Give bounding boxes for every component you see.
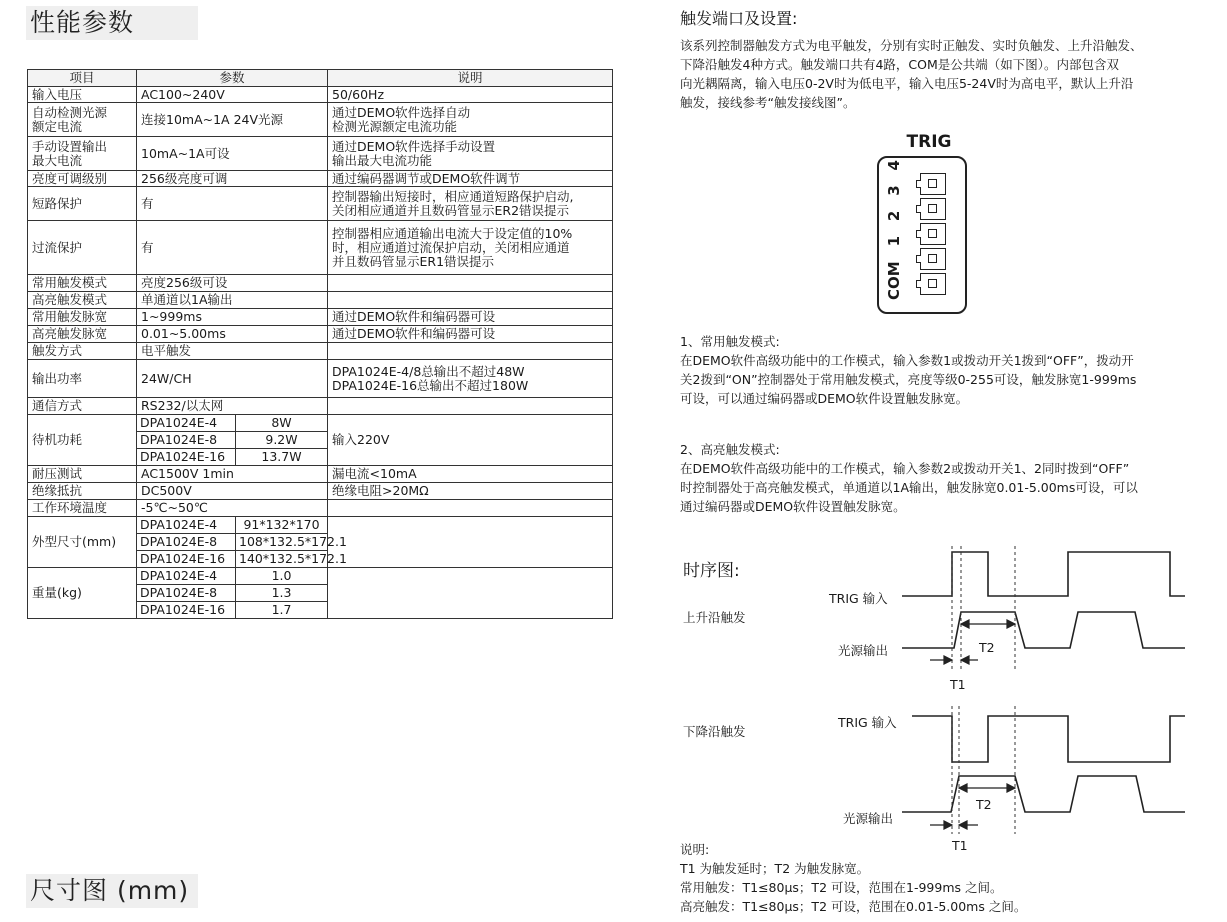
t1-label-1: T1 (950, 677, 966, 692)
pin-notch (916, 230, 921, 238)
table-cell: DPA1024E-8 (137, 585, 236, 602)
spec-heading: 性能参数 (26, 6, 198, 40)
t1-label-2: T1 (952, 838, 968, 853)
light-waveform-fall (902, 776, 1185, 812)
trig-input-label-2: TRIG 输入 (838, 715, 897, 730)
table-cell (328, 568, 613, 619)
trig-connector-label: TRIG (906, 132, 952, 152)
table-cell: 过流保护 (28, 221, 137, 275)
header-cell: 说明 (328, 70, 613, 87)
table-cell (328, 292, 613, 309)
pin-hole (928, 279, 937, 288)
table-cell: -5℃~50℃ (137, 500, 328, 517)
table-cell: 输入220V (328, 415, 613, 466)
table-cell (328, 500, 613, 517)
arrow-head (1007, 620, 1015, 628)
arrow-head (959, 784, 967, 792)
light-waveform-rise (902, 612, 1185, 648)
table-cell: 108*132.5*172.1 (236, 534, 328, 551)
table-cell: 140*132.5*172.1 (236, 551, 328, 568)
pin-hole (928, 204, 937, 213)
table-cell: DC500V (137, 483, 328, 500)
table-cell: 通过DEMO软件和编码器可设 (328, 309, 613, 326)
table-row (28, 309, 613, 326)
table-row (28, 568, 613, 585)
table-cell: 绝缘电阻>20MΩ (328, 483, 613, 500)
table-cell (328, 343, 613, 360)
table-row (28, 415, 613, 432)
header-cell: 项目 (28, 70, 137, 87)
table-cell: 1.3 (236, 585, 328, 602)
trig-input-label-1: TRIG 输入 (829, 591, 888, 606)
table-cell: 连接10mA~1A 24V光源 (137, 103, 328, 137)
rise-trigger-label: 上升沿触发 (683, 610, 746, 625)
table-cell: 工作环境温度 (28, 500, 137, 517)
table-cell: 控制器相应通道输出电流大于设定值的10% 时，相应通道过流保护启动，关闭相应通道 并且数码管显示ER1错误提示 (328, 221, 613, 275)
table-cell: 1~999ms (137, 309, 328, 326)
table-cell: AC100~240V (137, 87, 328, 103)
table-cell: 控制器输出短接时，相应通道短路保护启动, 关闭相应通道并且数码管显示ER2错误提示 (328, 187, 613, 221)
table-row (28, 517, 613, 534)
table-cell: 通信方式 (28, 398, 137, 415)
trig-waveform-fall (912, 716, 1185, 762)
light-output-label-1: 光源输出 (838, 643, 889, 658)
table-cell: 手动设置输出 最大电流 (28, 137, 137, 171)
table-row (28, 87, 613, 103)
table-cell: 91*132*170 (236, 517, 328, 534)
table-cell: 有 (137, 187, 328, 221)
connector-pin (920, 248, 946, 270)
t2-label-2: T2 (976, 797, 992, 812)
table-row (28, 292, 613, 309)
mode2-section: 2、高亮触发模式: 在DEMO软件高级功能中的工作模式，输入参数2或拨动开关1、2同时拨到“OFF” 时控制器处于高亮触发模式，单通道以1A输出，触发脉宽0.01-5.00ms可设，可以 通过编码器或DEMO软件设置触发脉宽。 (680, 442, 1138, 514)
table-cell: 自动检测光源 额定电流 (28, 103, 137, 137)
table-cell: DPA1024E-8 (137, 534, 236, 551)
table-cell: 亮度可调级别 (28, 171, 137, 187)
connector-pin (920, 273, 946, 295)
table-row (28, 137, 613, 171)
table-cell: 待机功耗 (28, 415, 137, 466)
table-header-row (28, 70, 613, 87)
table-cell: 有 (137, 221, 328, 275)
table-cell: 高亮触发模式 (28, 292, 137, 309)
pin-labels: COM 1 2 3 4 (885, 160, 903, 300)
table-cell: AC1500V 1min (137, 466, 328, 483)
table-cell: 高亮触发脉宽 (28, 326, 137, 343)
table-row (28, 171, 613, 187)
table-row (28, 221, 613, 275)
connector-pin (920, 173, 946, 195)
table-cell: 50/60Hz (328, 87, 613, 103)
pin-notch (916, 255, 921, 263)
table-cell: 漏电流<10mA (328, 466, 613, 483)
connector-pin (920, 223, 946, 245)
table-cell: 10mA~1A可设 (137, 137, 328, 171)
table-cell: 1.0 (236, 568, 328, 585)
table-cell: DPA1024E-16 (137, 449, 236, 466)
table-cell: 亮度256级可设 (137, 275, 328, 292)
table-cell: 256级亮度可调 (137, 171, 328, 187)
pin-notch (916, 205, 921, 213)
table-cell: DPA1024E-4 (137, 415, 236, 432)
trig-waveform-rise (902, 552, 1185, 596)
table-cell: RS232/以太网 (137, 398, 328, 415)
mode1-section: 1、常用触发模式: 在DEMO软件高级功能中的工作模式，输入参数1或拨动开关1拨到“OFF”，拨动开 关2拨到“ON”控制器处于常用触发模式，亮度等级0-255可设，触发脉宽1-999ms 可设，可以通过编码器或DEMO软件设置触发脉宽。 (680, 334, 1137, 406)
table-cell: 触发方式 (28, 343, 137, 360)
table-cell: 8W (236, 415, 328, 432)
table-cell: 通过编码器调节或DEMO软件调节 (328, 171, 613, 187)
pin-notch (916, 180, 921, 188)
table-cell: 9.2W (236, 432, 328, 449)
table-cell: 绝缘抵抗 (28, 483, 137, 500)
table-cell: DPA1024E-4 (137, 568, 236, 585)
table-row (28, 103, 613, 137)
table-cell: 通过DEMO软件和编码器可设 (328, 326, 613, 343)
timing-title: 时序图: (683, 561, 740, 581)
table-cell: 通过DEMO软件选择手动设置 输出最大电流功能 (328, 137, 613, 171)
table-cell: 0.01~5.00ms (137, 326, 328, 343)
timing-diagram (820, 540, 1220, 850)
table-cell: 重量(kg) (28, 568, 137, 619)
spec-table (27, 69, 613, 619)
table-cell: DPA1024E-4 (137, 517, 236, 534)
t2-label-1: T2 (979, 640, 995, 655)
pin-notch (916, 280, 921, 288)
trigger-port-title: 触发端口及设置: (680, 9, 798, 28)
table-cell (328, 517, 613, 568)
table-cell: DPA1024E-16 (137, 551, 236, 568)
pin-hole (928, 254, 937, 263)
connector-pin (920, 198, 946, 220)
arrow-head (959, 821, 967, 829)
timing-notes: 说明: T1 为触发延时；T2 为触发脉宽。 常用触发：T1≤80μs；T2 可设，范围在1-999ms 之间。 高亮触发：T1≤80μs；T2 可设，范围在0.01-5.00ms 之间。 (680, 842, 1027, 914)
table-row (28, 275, 613, 292)
table-cell: 输出功率 (28, 360, 137, 398)
fall-trigger-label: 下降沿触发 (683, 724, 746, 739)
pin-hole (928, 229, 937, 238)
dimension-heading: 尺寸图 (mm) (26, 874, 198, 908)
table-cell: 单通道以1A输出 (137, 292, 328, 309)
table-row (28, 187, 613, 221)
arrow-head (961, 620, 969, 628)
table-row (28, 500, 613, 517)
header-cell: 参数 (137, 70, 328, 87)
table-cell: 13.7W (236, 449, 328, 466)
table-cell: 1.7 (236, 602, 328, 619)
arrow-head (1007, 784, 1015, 792)
table-row (28, 466, 613, 483)
table-cell: 常用触发脉宽 (28, 309, 137, 326)
table-row (28, 326, 613, 343)
table-cell: 常用触发模式 (28, 275, 137, 292)
table-cell: 24W/CH (137, 360, 328, 398)
table-cell: 耐压测试 (28, 466, 137, 483)
table-cell: DPA1024E-16 (137, 602, 236, 619)
arrow-head (961, 656, 969, 664)
table-cell (328, 398, 613, 415)
table-row (28, 483, 613, 500)
table-cell: 通过DEMO软件选择自动 检测光源额定电流功能 (328, 103, 613, 137)
table-cell: DPA1024E-4/8总输出不超过48W DPA1024E-16总输出不超过180W (328, 360, 613, 398)
trigger-intro: 该系列控制器触发方式为电平触发，分别有实时正触发、实时负触发、上升沿触发、 下降沿触发4种方式。触发端口共有4路，COM是公共端（如下图）。内部包含双 向光耦隔离，输入电压0-2V时为低电平，输入电压5-24V时为高电平，默认上升沿 触发，接线参考“触发接线图”。 (680, 38, 1143, 110)
table-cell: 外型尺寸(mm) (28, 517, 137, 568)
table-cell: 短路保护 (28, 187, 137, 221)
pin-hole (928, 179, 937, 188)
arrow-head (944, 821, 952, 829)
table-cell: DPA1024E-8 (137, 432, 236, 449)
arrow-head (944, 656, 952, 664)
table-row (28, 360, 613, 398)
table-cell: 电平触发 (137, 343, 328, 360)
table-cell: 输入电压 (28, 87, 137, 103)
table-cell (328, 275, 613, 292)
light-output-label-2: 光源输出 (843, 811, 894, 826)
table-row (28, 398, 613, 415)
table-row (28, 343, 613, 360)
